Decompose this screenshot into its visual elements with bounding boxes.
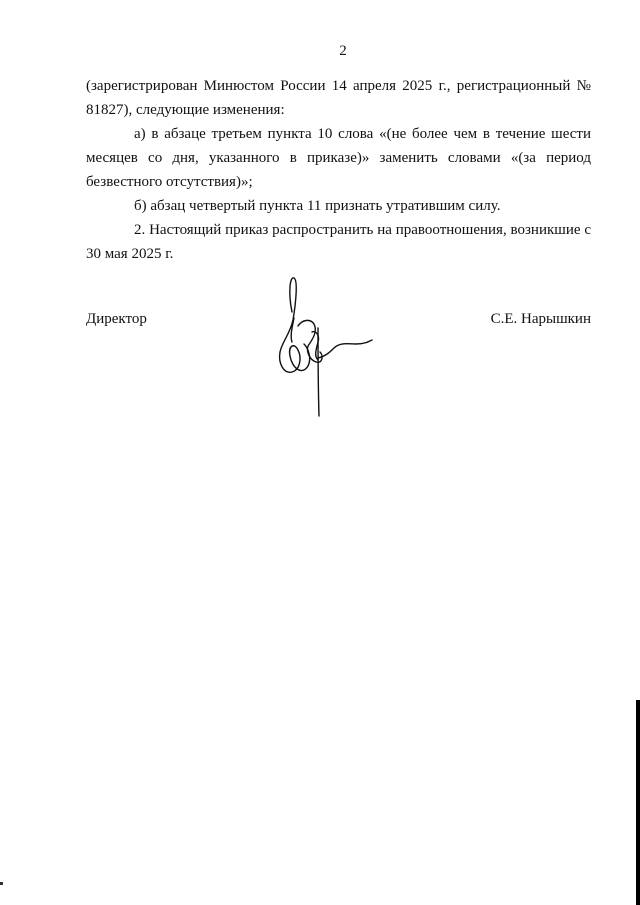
signatory-title: Директор [86, 311, 147, 327]
paragraph-item-2: 2. Настоящий приказ распространить на правоотношения, возникшие с 30 мая 2025 г. [86, 222, 591, 262]
scan-edge-mark [0, 882, 3, 885]
signatory-name: С.Е. Нарышкин [490, 311, 591, 327]
paragraph-registration: (зарегистрирован Минюстом России 14 апреля 2025 г., регистрационный № 81827), следующие изменения: [86, 78, 591, 118]
paragraph-item-b: б) абзац четвертый пункта 11 признать утратившим силу. [134, 198, 501, 214]
document-body [86, 74, 591, 266]
paragraph-item-a: а) в абзаце третьем пункта 10 слова «(не более чем в течение шести месяцев со дня, указанного в приказе)» заменить словами «(за период безвестного отсутствия)»; [86, 126, 591, 190]
page-number: 2 [339, 43, 347, 59]
scan-edge-bar [636, 700, 640, 905]
handwritten-signature [268, 272, 378, 420]
